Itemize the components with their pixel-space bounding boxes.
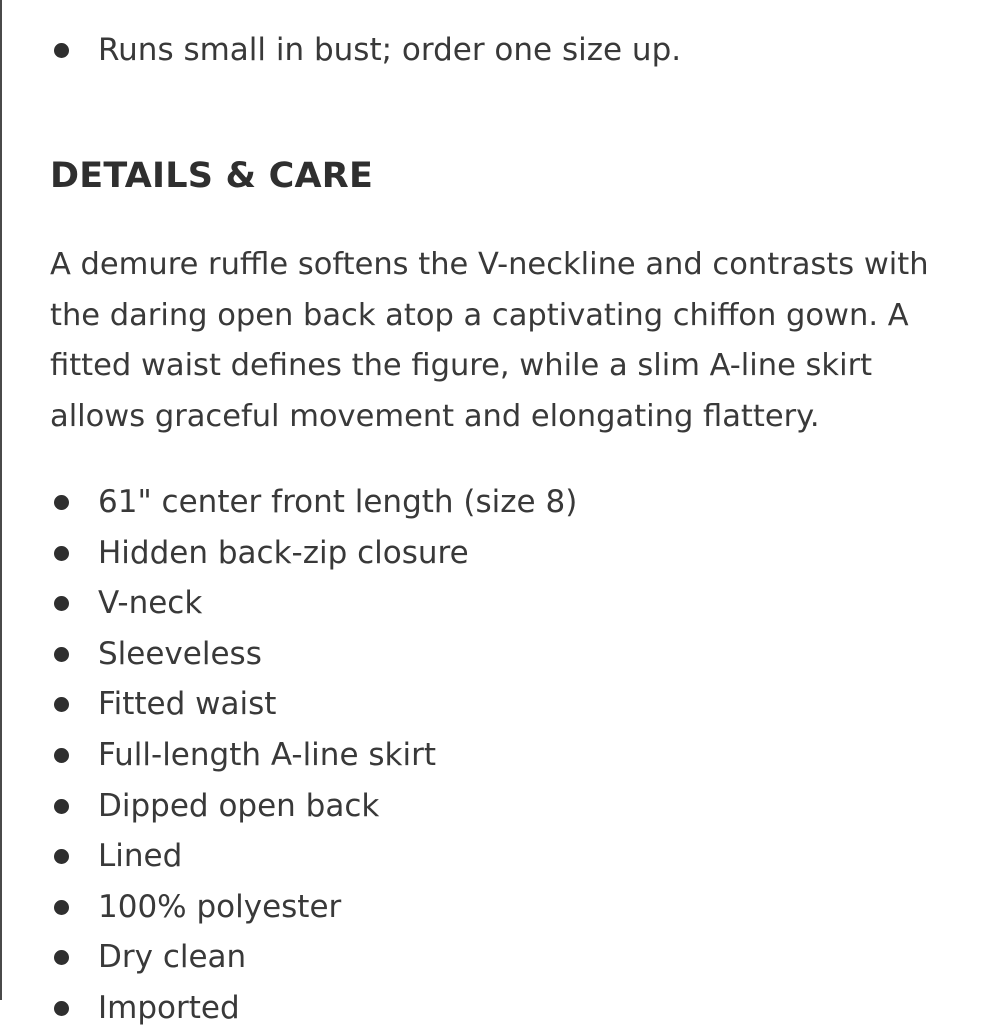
bullet-icon xyxy=(54,647,69,662)
bullet-icon xyxy=(54,748,69,763)
description-line: the daring open back atop a captivating chiffon gown. A xyxy=(50,297,909,333)
list-item xyxy=(50,831,577,882)
fit-note-text: Runs small in bust; order one size up. xyxy=(98,32,682,68)
detail-text: Sleeveless xyxy=(98,635,262,672)
list-item xyxy=(50,578,577,629)
list-item xyxy=(50,882,577,933)
detail-text: Full-length A-line skirt xyxy=(98,736,436,773)
bullet-icon xyxy=(54,495,69,510)
list-item xyxy=(50,629,577,680)
detail-text: Dry clean xyxy=(98,939,247,976)
detail-text: 61" center front length (size 8) xyxy=(98,484,578,520)
detail-text: Fitted waist xyxy=(98,686,277,723)
list-item xyxy=(50,25,681,76)
description-line: fitted waist defines the figure, while a slim A-line skirt xyxy=(50,348,873,384)
description-line: A demure ruffle softens the V-neckline and contrasts with xyxy=(50,247,929,282)
list-item xyxy=(50,781,577,832)
list-item xyxy=(50,679,577,730)
product-description xyxy=(50,240,970,442)
detail-text: Dipped open back xyxy=(98,787,380,824)
detail-text: 100% polyester xyxy=(98,888,342,925)
list-item xyxy=(50,932,577,983)
bullet-icon xyxy=(54,849,69,864)
detail-text: Imported xyxy=(98,989,240,1026)
bullet-icon xyxy=(54,596,69,611)
detail-text: V-neck xyxy=(98,585,203,622)
list-item xyxy=(50,477,577,528)
list-item xyxy=(50,983,577,1034)
bullet-icon xyxy=(54,43,69,58)
detail-text: Hidden back-zip closure xyxy=(98,534,469,571)
description-line: allows graceful movement and elongating flattery. xyxy=(50,398,820,434)
list-item xyxy=(50,528,577,579)
bullet-icon xyxy=(54,697,69,712)
fit-note-list xyxy=(50,25,681,76)
bullet-icon xyxy=(54,950,69,965)
bullet-icon xyxy=(54,900,69,915)
details-list xyxy=(50,477,577,1034)
detail-text: Lined xyxy=(98,838,183,875)
bullet-icon xyxy=(54,1001,69,1016)
bullet-icon xyxy=(54,799,69,814)
section-title: DETAILS & CARE xyxy=(50,156,374,196)
list-item xyxy=(50,730,577,781)
bullet-icon xyxy=(54,546,69,561)
left-edge-divider xyxy=(0,0,2,1000)
